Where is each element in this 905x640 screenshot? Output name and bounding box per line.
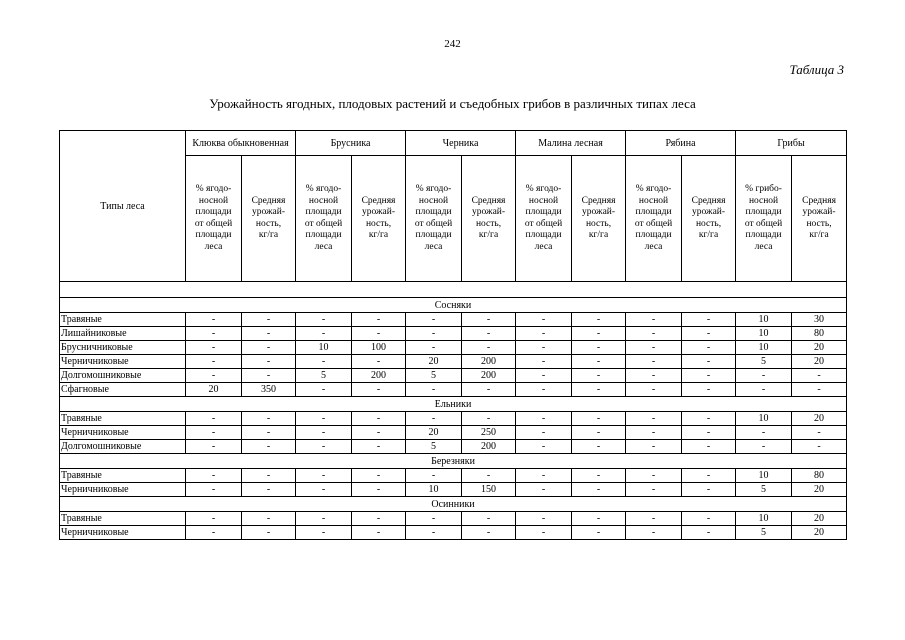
value-cell: - — [626, 355, 682, 369]
table-row — [60, 341, 847, 355]
value-cell: - — [572, 383, 626, 397]
value-cell: - — [626, 341, 682, 355]
forest-type-cell: Травяные — [60, 512, 186, 526]
value-cell: - — [516, 369, 572, 383]
table-row — [60, 512, 847, 526]
value-cell: - — [462, 341, 516, 355]
value-cell: - — [242, 512, 296, 526]
table-row — [60, 412, 847, 426]
table-label: Таблица 3 — [789, 62, 844, 77]
value-cell: - — [792, 440, 847, 454]
value-cell: - — [352, 483, 406, 497]
value-cell: 100 — [352, 341, 406, 355]
value-cell: - — [682, 383, 736, 397]
subheader-yield: Средняя урожай- ность, кг/га — [792, 156, 847, 282]
value-cell: - — [242, 313, 296, 327]
value-cell: 10 — [406, 483, 462, 497]
value-cell: - — [682, 426, 736, 440]
value-cell: - — [516, 327, 572, 341]
value-cell: - — [626, 313, 682, 327]
subheader-mushroom-area: % грибо- носной площади от общей площади леса — [736, 156, 792, 282]
value-cell: - — [352, 383, 406, 397]
subheader-yield: Средняя урожай- ность, кг/га — [462, 156, 516, 282]
table-row — [60, 469, 847, 483]
forest-type-cell: Брусничниковые — [60, 341, 186, 355]
value-cell: - — [572, 526, 626, 540]
group-header-blueberry: Черника — [406, 131, 516, 156]
value-cell: - — [516, 383, 572, 397]
value-cell: - — [242, 440, 296, 454]
section-title: Сосняки — [60, 298, 847, 313]
value-cell: - — [516, 355, 572, 369]
forest-type-cell: Долгомошниковые — [60, 440, 186, 454]
value-cell: - — [352, 327, 406, 341]
value-cell: - — [296, 313, 352, 327]
value-cell: - — [626, 426, 682, 440]
value-cell: - — [682, 369, 736, 383]
value-cell: 20 — [792, 483, 847, 497]
value-cell: - — [462, 412, 516, 426]
value-cell: 80 — [792, 327, 847, 341]
header-group-row — [60, 131, 847, 156]
value-cell: 150 — [462, 483, 516, 497]
value-cell: - — [462, 512, 516, 526]
subheader-yield: Средняя урожай- ность, кг/га — [572, 156, 626, 282]
value-cell: - — [626, 440, 682, 454]
section-row — [60, 454, 847, 469]
table-row — [60, 440, 847, 454]
value-cell: 200 — [462, 440, 516, 454]
value-cell: - — [296, 526, 352, 540]
value-cell: - — [516, 313, 572, 327]
value-cell: - — [242, 327, 296, 341]
value-cell: - — [242, 469, 296, 483]
table-row — [60, 526, 847, 540]
value-cell: - — [352, 313, 406, 327]
value-cell: 350 — [242, 383, 296, 397]
value-cell: - — [736, 369, 792, 383]
value-cell: - — [462, 383, 516, 397]
section-title: Осинники — [60, 497, 847, 512]
spacer-row — [60, 282, 847, 298]
value-cell: - — [186, 440, 242, 454]
value-cell: - — [626, 512, 682, 526]
page-number: 242 — [444, 38, 461, 50]
value-cell: - — [352, 512, 406, 526]
value-cell: - — [186, 512, 242, 526]
value-cell: 10 — [736, 341, 792, 355]
value-cell: - — [462, 526, 516, 540]
value-cell: - — [682, 412, 736, 426]
value-cell: 20 — [792, 412, 847, 426]
value-cell: - — [352, 412, 406, 426]
value-cell: - — [626, 483, 682, 497]
value-cell: - — [296, 512, 352, 526]
value-cell: - — [296, 426, 352, 440]
subheader-area: % ягодо- носной площади от общей площади леса — [516, 156, 572, 282]
value-cell: - — [572, 440, 626, 454]
value-cell: - — [626, 369, 682, 383]
value-cell: - — [572, 355, 626, 369]
group-header-mushrooms: Грибы — [736, 131, 847, 156]
value-cell: - — [242, 341, 296, 355]
value-cell: - — [792, 426, 847, 440]
value-cell: - — [352, 426, 406, 440]
value-cell: 10 — [296, 341, 352, 355]
value-cell: - — [406, 526, 462, 540]
value-cell: - — [352, 526, 406, 540]
value-cell: - — [516, 412, 572, 426]
value-cell: - — [406, 512, 462, 526]
value-cell: - — [682, 327, 736, 341]
value-cell: - — [736, 383, 792, 397]
value-cell: 200 — [352, 369, 406, 383]
value-cell: - — [186, 327, 242, 341]
value-cell: 5 — [296, 369, 352, 383]
forest-type-cell: Травяные — [60, 313, 186, 327]
forest-type-cell: Долгомошниковые — [60, 369, 186, 383]
forest-type-header: Типы леса — [60, 131, 186, 282]
value-cell: - — [572, 369, 626, 383]
value-cell: - — [186, 369, 242, 383]
value-cell: - — [186, 313, 242, 327]
table-row — [60, 426, 847, 440]
subheader-yield: Средняя урожай- ность, кг/га — [352, 156, 406, 282]
forest-type-cell: Черничниковые — [60, 526, 186, 540]
value-cell: - — [186, 355, 242, 369]
value-cell: - — [296, 383, 352, 397]
value-cell: - — [736, 440, 792, 454]
value-cell: 20 — [792, 355, 847, 369]
value-cell: - — [572, 426, 626, 440]
table-row — [60, 483, 847, 497]
value-cell: - — [572, 341, 626, 355]
table-row — [60, 327, 847, 341]
value-cell: - — [572, 469, 626, 483]
group-header-rowan: Рябина — [626, 131, 736, 156]
value-cell: 5 — [736, 483, 792, 497]
value-cell: 5 — [736, 355, 792, 369]
value-cell: - — [682, 526, 736, 540]
value-cell: - — [682, 313, 736, 327]
value-cell: - — [242, 369, 296, 383]
value-cell: - — [296, 355, 352, 369]
value-cell: - — [516, 440, 572, 454]
value-cell: 30 — [792, 313, 847, 327]
value-cell: - — [516, 341, 572, 355]
value-cell: - — [626, 412, 682, 426]
value-cell: - — [792, 383, 847, 397]
value-cell: 200 — [462, 369, 516, 383]
forest-type-cell: Травяные — [60, 469, 186, 483]
value-cell: 5 — [406, 440, 462, 454]
value-cell: - — [296, 412, 352, 426]
subheader-area: % ягодо- носной площади от общей площади леса — [186, 156, 242, 282]
value-cell: - — [406, 313, 462, 327]
value-cell: - — [352, 469, 406, 483]
table-body — [60, 282, 847, 540]
value-cell: - — [406, 412, 462, 426]
value-cell: - — [242, 355, 296, 369]
value-cell: - — [352, 440, 406, 454]
group-header-lingonberry: Брусника — [296, 131, 406, 156]
section-row — [60, 497, 847, 512]
value-cell: - — [406, 383, 462, 397]
value-cell: - — [682, 469, 736, 483]
value-cell: - — [792, 369, 847, 383]
value-cell: - — [462, 327, 516, 341]
value-cell: - — [626, 469, 682, 483]
value-cell: - — [242, 412, 296, 426]
value-cell: 5 — [406, 369, 462, 383]
group-header-cranberry: Клюква обыкновенная — [186, 131, 296, 156]
value-cell: 200 — [462, 355, 516, 369]
group-header-raspberry: Малина лесная — [516, 131, 626, 156]
value-cell: - — [462, 313, 516, 327]
table-title: Урожайность ягодных, плодовых растений и съедобных грибов в различных типах леса — [209, 96, 696, 111]
value-cell: - — [186, 426, 242, 440]
table-row — [60, 383, 847, 397]
value-cell: 20 — [792, 341, 847, 355]
value-cell: - — [462, 469, 516, 483]
value-cell: - — [736, 426, 792, 440]
table-row — [60, 355, 847, 369]
value-cell: - — [516, 512, 572, 526]
section-title: Ельники — [60, 397, 847, 412]
subheader-yield: Средняя урожай- ность, кг/га — [682, 156, 736, 282]
value-cell: - — [572, 313, 626, 327]
value-cell: - — [186, 469, 242, 483]
subheader-area: % ягодо- носной площади от общей площади леса — [626, 156, 682, 282]
value-cell: - — [626, 526, 682, 540]
value-cell: 10 — [736, 327, 792, 341]
value-cell: 5 — [736, 526, 792, 540]
value-cell: - — [516, 526, 572, 540]
value-cell: - — [242, 426, 296, 440]
section-title: Березняки — [60, 454, 847, 469]
section-row — [60, 298, 847, 313]
value-cell: 20 — [406, 355, 462, 369]
value-cell: - — [352, 355, 406, 369]
value-cell: 20 — [792, 526, 847, 540]
value-cell: - — [186, 483, 242, 497]
table-row — [60, 313, 847, 327]
section-row — [60, 397, 847, 412]
value-cell: 20 — [792, 512, 847, 526]
value-cell: - — [572, 483, 626, 497]
value-cell: - — [516, 483, 572, 497]
value-cell: - — [406, 341, 462, 355]
value-cell: - — [682, 355, 736, 369]
yield-table — [59, 130, 847, 540]
value-cell: 20 — [406, 426, 462, 440]
value-cell: - — [296, 483, 352, 497]
value-cell: - — [626, 383, 682, 397]
subheader-yield: Средняя урожай- ность, кг/га — [242, 156, 296, 282]
value-cell: - — [572, 512, 626, 526]
value-cell: - — [406, 327, 462, 341]
value-cell: - — [516, 426, 572, 440]
value-cell: 10 — [736, 412, 792, 426]
value-cell: - — [296, 440, 352, 454]
value-cell: - — [572, 327, 626, 341]
table-row — [60, 369, 847, 383]
subheader-area: % ягодо- носной площади от общей площади леса — [406, 156, 462, 282]
value-cell: - — [186, 412, 242, 426]
value-cell: 10 — [736, 469, 792, 483]
value-cell: - — [682, 440, 736, 454]
value-cell: - — [186, 526, 242, 540]
forest-type-cell: Черничниковые — [60, 426, 186, 440]
forest-type-cell: Травяные — [60, 412, 186, 426]
value-cell: 20 — [186, 383, 242, 397]
value-cell: - — [406, 469, 462, 483]
value-cell: - — [682, 341, 736, 355]
value-cell: - — [242, 526, 296, 540]
value-cell: 10 — [736, 313, 792, 327]
value-cell: - — [516, 469, 572, 483]
value-cell: - — [572, 412, 626, 426]
value-cell: 250 — [462, 426, 516, 440]
value-cell: - — [296, 327, 352, 341]
value-cell: - — [186, 341, 242, 355]
value-cell: - — [626, 327, 682, 341]
forest-type-cell: Черничниковые — [60, 483, 186, 497]
forest-type-cell: Лишайниковые — [60, 327, 186, 341]
value-cell: - — [296, 469, 352, 483]
value-cell: - — [682, 483, 736, 497]
subheader-area: % ягодо- носной площади от общей площади леса — [296, 156, 352, 282]
value-cell: 10 — [736, 512, 792, 526]
value-cell: - — [682, 512, 736, 526]
forest-type-cell: Сфагновые — [60, 383, 186, 397]
value-cell: - — [242, 483, 296, 497]
forest-type-cell: Черничниковые — [60, 355, 186, 369]
value-cell: 80 — [792, 469, 847, 483]
